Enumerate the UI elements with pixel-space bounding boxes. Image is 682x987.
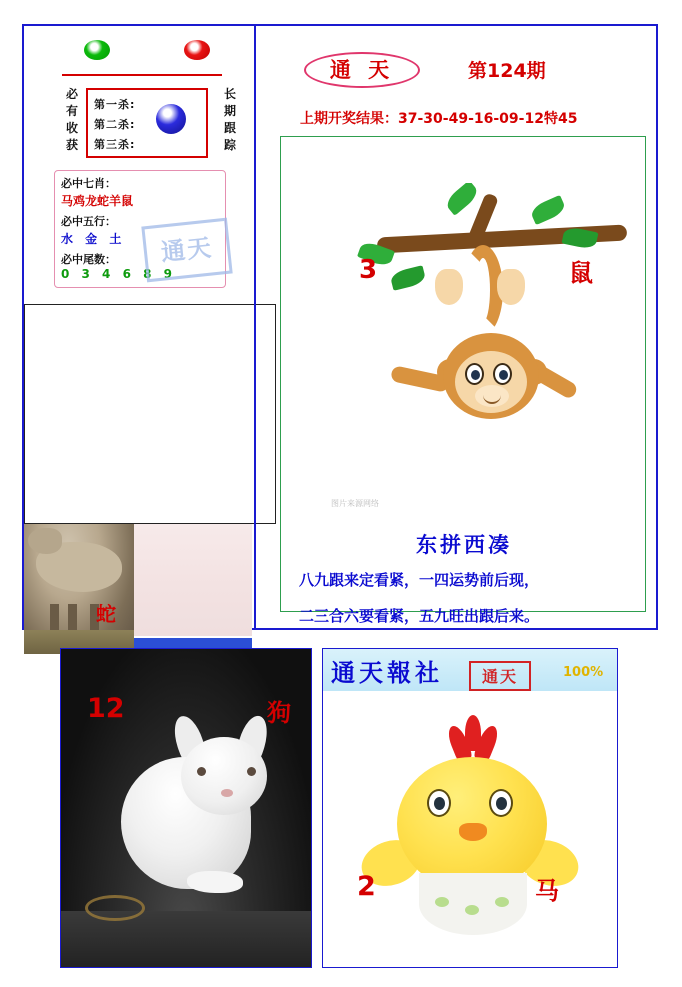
tail-numbers-label: 必中尾数： — [61, 253, 116, 266]
bottom-left-panel — [60, 648, 312, 968]
shell-dot — [495, 897, 509, 907]
bottom-right-panel — [322, 648, 618, 968]
ring-object — [85, 895, 145, 921]
bottom-left-zodiac: 狗 — [267, 699, 291, 727]
snake-zodiac-label: 蛇 — [96, 602, 116, 626]
rabbit-paw — [187, 871, 243, 893]
watermark-stamp: 通天 — [141, 218, 232, 283]
rabbit-head — [181, 737, 267, 815]
ball-row — [24, 36, 254, 70]
slogan-text: 东拼西凑 — [416, 533, 512, 557]
blue-ball-icon — [156, 104, 196, 144]
kill-line-2: 第二杀: — [94, 118, 136, 131]
five-elements-label: 必中五行： — [61, 215, 116, 228]
goat-photo — [24, 524, 134, 654]
rabbit-eye — [197, 767, 206, 776]
leaf-icon — [443, 183, 481, 216]
chick-eye — [427, 789, 451, 817]
rabbit-eye — [247, 767, 256, 776]
bottom-right-number: 2 — [357, 871, 376, 902]
main-zodiac: 鼠 — [569, 259, 593, 287]
monkey-eye — [465, 363, 484, 385]
main-poster — [22, 24, 658, 630]
bottom-left-number: 12 — [87, 693, 125, 724]
red-divider — [62, 74, 222, 76]
rabbit-nose — [221, 789, 233, 797]
seven-zodiac-value: 马鸡龙蛇羊鼠 — [61, 194, 134, 208]
main-number: 3 — [359, 255, 378, 285]
leaf-icon — [529, 195, 567, 225]
shell-dot — [465, 905, 479, 915]
kill-box — [86, 88, 208, 158]
blue-strip — [134, 638, 252, 648]
issue-number: 第124期 — [468, 60, 546, 82]
content-frame — [280, 136, 646, 625]
shell-dot — [435, 897, 449, 907]
publisher-title: 通天報社 — [331, 659, 443, 687]
verse-line-1: 八九跟来定看紧，一四运势前后现， — [299, 571, 540, 589]
kill-line-1: 第一杀: — [94, 98, 136, 111]
poster-left-column — [24, 26, 254, 628]
poster-right-column — [256, 26, 656, 628]
chick-beak — [459, 823, 487, 841]
seven-zodiac-label: 必中七肖： — [61, 177, 116, 190]
five-elements-value: 水 金 土 — [61, 232, 126, 246]
percent-label: 100% — [563, 665, 604, 680]
monkey-illustration — [325, 183, 645, 513]
blank-content-box — [24, 304, 276, 524]
kill-line-3: 第三杀: — [94, 138, 136, 151]
photo-floor — [61, 911, 312, 967]
last-draw-result: 上期开奖结果：37-30-49-16-09-12特45 — [300, 111, 578, 127]
image-watermark: 图片来源网络 — [331, 499, 379, 508]
tail-numbers-value: 0 3 4 6 8 9 — [61, 267, 176, 281]
chick-eye — [489, 789, 513, 817]
green-ball-icon — [84, 40, 110, 60]
pink-block — [134, 524, 252, 636]
chick-comb — [451, 715, 495, 763]
monkey-foot — [435, 269, 463, 305]
slogan-left-vertical: 必有收获 — [65, 87, 78, 152]
verse-line-2: 二三合六要看紧，五九旺出跟后来。 — [299, 607, 540, 625]
publisher-badge: 通天 — [469, 661, 531, 691]
bottom-right-zodiac: 马 — [535, 877, 559, 905]
monkey-eye — [493, 363, 512, 385]
chick-illustration — [323, 691, 618, 967]
slogan-right-vertical: 长期跟踪 — [223, 87, 236, 152]
leaf-icon — [389, 265, 426, 291]
red-ball-icon — [184, 40, 210, 60]
monkey-foot — [497, 269, 525, 305]
brand-title: 通 天 — [329, 58, 395, 82]
